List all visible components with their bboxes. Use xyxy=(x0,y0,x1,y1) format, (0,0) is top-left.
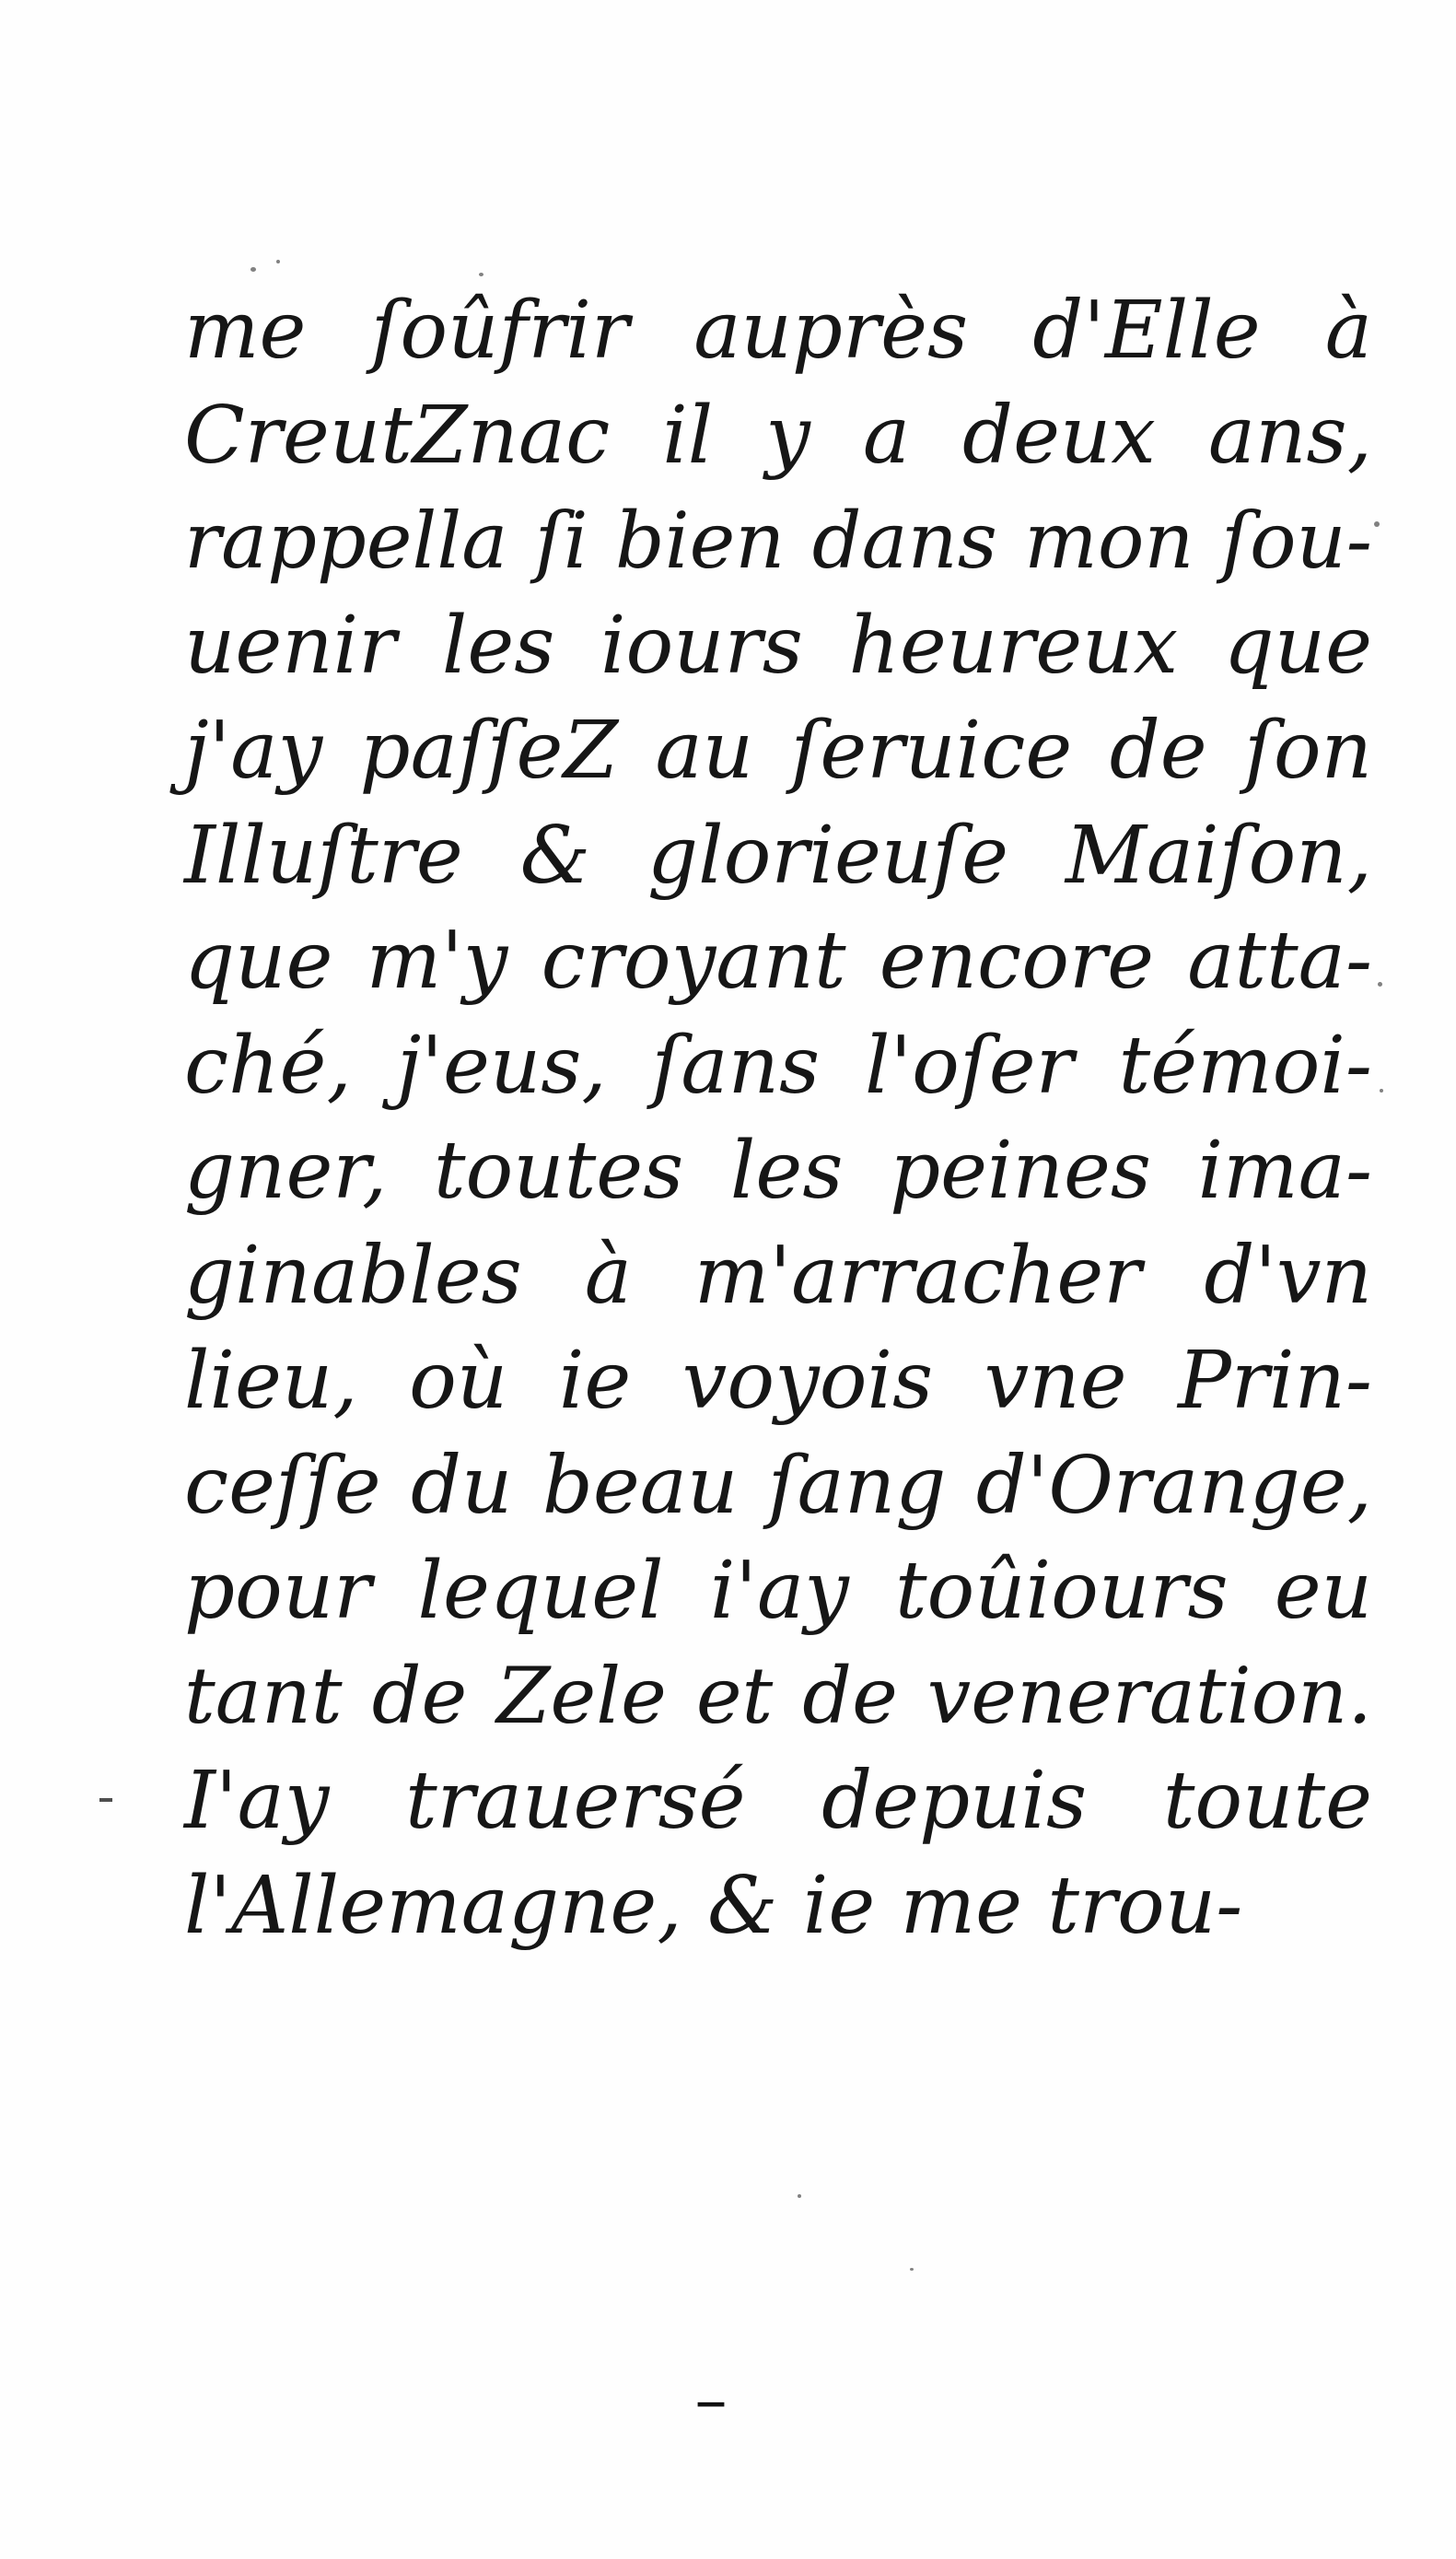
text-line: uenir les iours heureux que xyxy=(184,600,1372,692)
page-folio: – xyxy=(694,2362,728,2437)
text-line: j'ay paſſeZ au ſeruice de ſon xyxy=(184,705,1372,797)
text-line: I'ay trauersé depuis toute xyxy=(184,1755,1372,1847)
text-line: gner, toutes les peines ima- xyxy=(184,1125,1372,1217)
text-line: l'Allemagne, & ie me trou- xyxy=(184,1860,1243,1952)
text-line: rappella ſi bien dans mon ſou- xyxy=(184,496,1372,586)
scan-speck xyxy=(479,273,483,276)
scan-speck xyxy=(250,267,256,272)
text-line: que m'y croyant encore atta- xyxy=(184,915,1372,1007)
text-line: me ſoûfrir auprès d'Elle à xyxy=(184,285,1372,377)
text-line: ginables à m'arracher d'vn xyxy=(184,1230,1372,1322)
text-line: ché, j'eus, ſans l'oſer témoi- xyxy=(184,1020,1372,1112)
text-line: tant de Zele et de veneration. xyxy=(184,1651,1372,1741)
page-text xyxy=(184,278,1372,1958)
scan-speck xyxy=(1378,982,1382,987)
scan-speck xyxy=(910,2268,914,2271)
scan-speck xyxy=(1380,1089,1383,1093)
text-line: ceſſe du beau ſang d'Orange, xyxy=(184,1440,1372,1532)
scan-speck xyxy=(1374,521,1380,527)
text-line: pour lequel i'ay toûiours eu xyxy=(184,1545,1372,1637)
text-line: lieu, où ie voyois vne Prin- xyxy=(184,1335,1372,1427)
scan-speck xyxy=(276,260,280,263)
text-line: Illuſtre & glorieuſe Maiſon, xyxy=(184,810,1372,902)
scan-speck xyxy=(798,2194,801,2198)
margin-mark xyxy=(99,1798,112,1802)
text-line: CreutZnac il y a deux ans, xyxy=(184,390,1372,482)
